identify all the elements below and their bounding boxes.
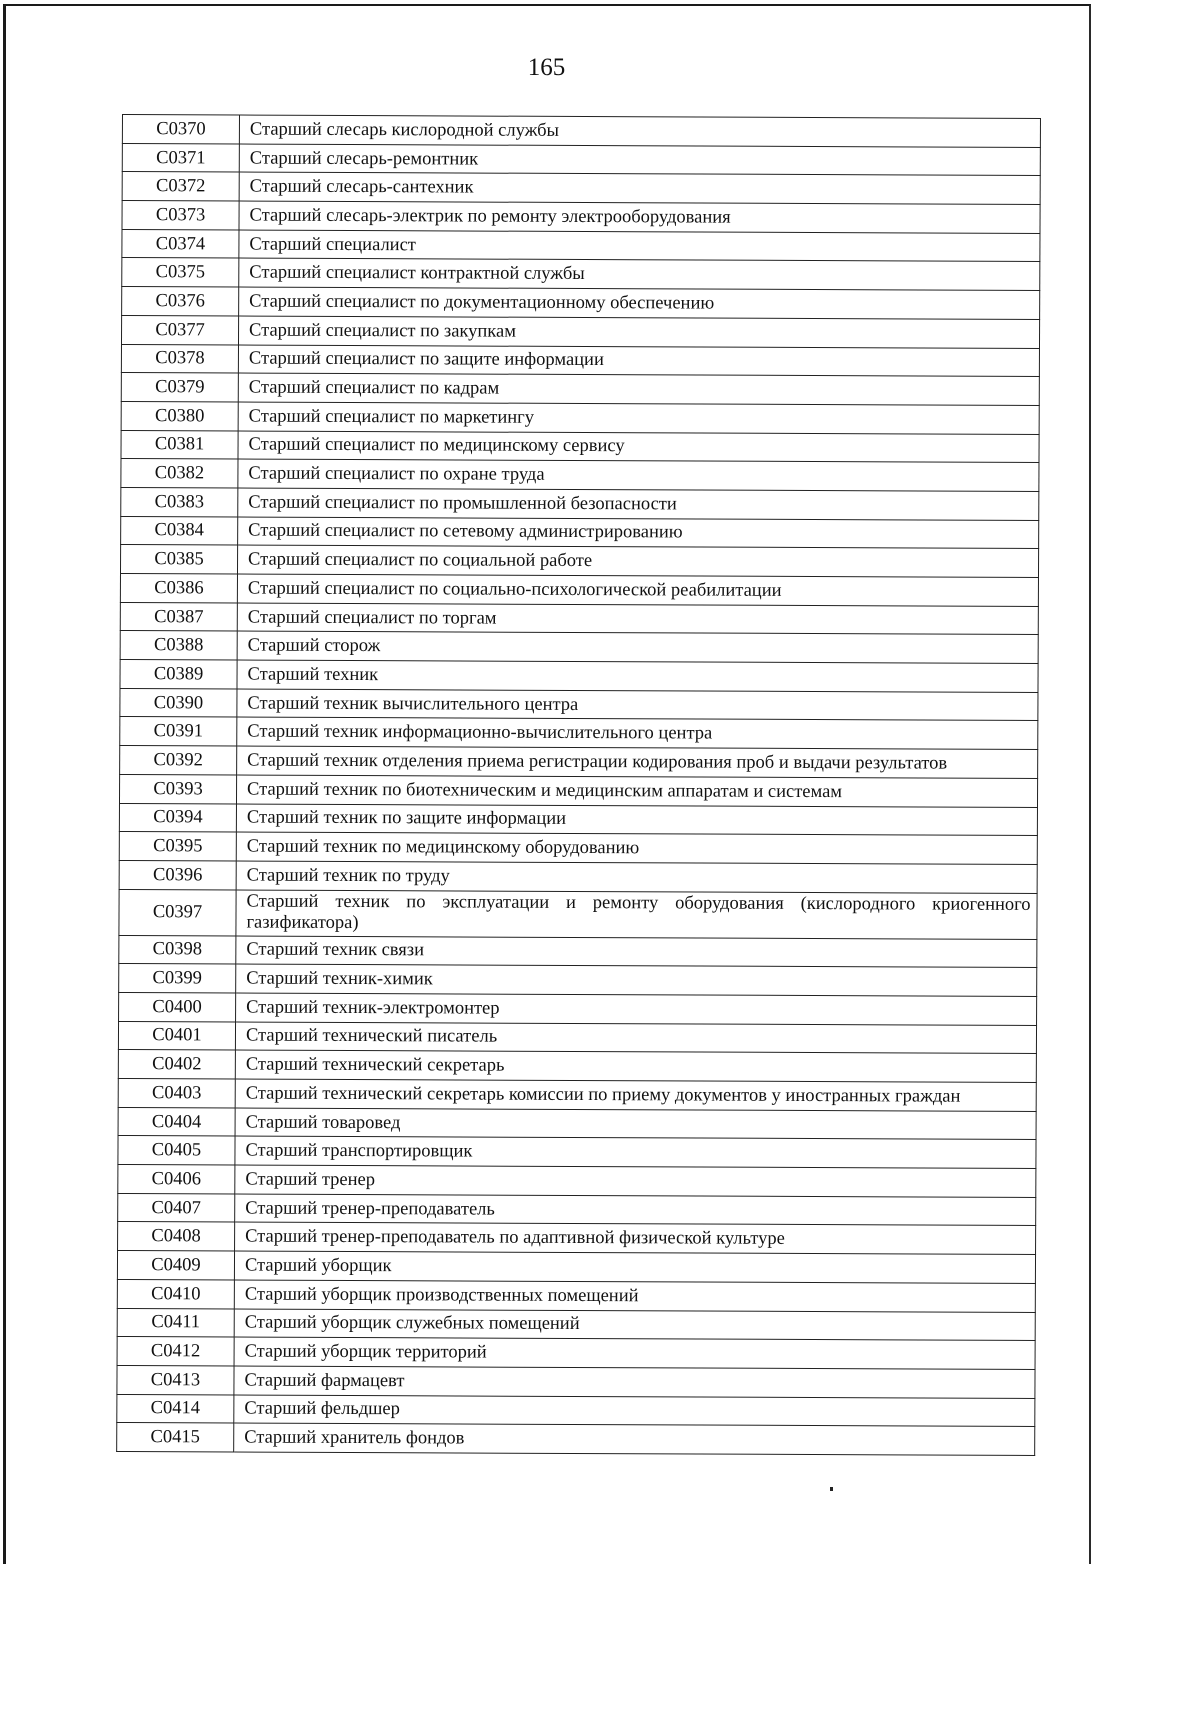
table-row <box>118 1107 1036 1140</box>
table-row <box>122 229 1040 262</box>
occupation-name-cell: Старший техник вычислительного центра <box>237 689 1038 721</box>
table-row <box>120 573 1038 606</box>
table-row <box>121 401 1039 434</box>
table-row <box>119 832 1037 865</box>
code-cell: C0402 <box>118 1050 235 1079</box>
code-cell: C0396 <box>119 860 236 889</box>
table-row <box>121 373 1039 406</box>
code-cell: C0405 <box>118 1136 235 1165</box>
code-cell: C0387 <box>120 602 237 631</box>
table-row <box>120 746 1038 779</box>
code-cell: C0381 <box>121 430 238 459</box>
occupation-name-cell: Старший техник по эксплуатации и ремонту оборудования (кислородного криогенного газификатора) <box>236 890 1037 939</box>
code-cell: C0414 <box>117 1394 234 1423</box>
code-cell: C0413 <box>117 1365 234 1394</box>
code-cell: C0370 <box>122 115 239 144</box>
code-cell: C0376 <box>122 287 239 316</box>
table-row <box>118 1136 1036 1169</box>
code-cell: C0395 <box>119 832 236 861</box>
occupation-name-cell: Старший специалист по кадрам <box>238 373 1039 405</box>
code-cell: C0389 <box>120 660 237 689</box>
occupation-name-cell: Старший уборщик <box>234 1251 1035 1283</box>
code-cell: C0404 <box>118 1107 235 1136</box>
occupation-name-cell: Старший специалист по торгам <box>237 603 1038 635</box>
code-cell: C0391 <box>120 717 237 746</box>
occupation-name-cell: Старший техник-химик <box>236 964 1037 996</box>
occupation-name-cell: Старший технический секретарь <box>235 1050 1036 1082</box>
scan-speck <box>830 1487 833 1491</box>
occupation-name-cell: Старший техник отделения приема регистрации кодирования проб и выдачи результатов <box>237 746 1038 778</box>
table-row <box>118 1050 1036 1083</box>
table-row <box>119 860 1037 893</box>
table-row <box>121 315 1039 348</box>
occupation-name-cell: Старший фельдшер <box>234 1395 1035 1427</box>
code-cell: C0412 <box>117 1337 234 1366</box>
occupation-name-cell: Старший специалист по охране труда <box>238 459 1039 491</box>
code-cell: C0383 <box>121 487 238 516</box>
occupation-name-cell: Старший тренер-преподаватель по адаптивной физической культуре <box>235 1222 1036 1254</box>
code-cell: C0372 <box>122 172 239 201</box>
table-row <box>122 287 1040 320</box>
table-row <box>120 631 1038 664</box>
table-row <box>117 1365 1035 1398</box>
table-row <box>118 1193 1036 1226</box>
occupation-name-cell: Старший техник по биотехническим и медицинским аппаратам и системам <box>236 775 1037 807</box>
table-row <box>120 688 1038 721</box>
occupation-name-cell: Старший товаровед <box>235 1108 1036 1140</box>
occupation-name-cell: Старший специалист по промышленной безопасности <box>238 488 1039 520</box>
occupation-name-cell: Старший тренер <box>235 1165 1036 1197</box>
code-cell: C0409 <box>117 1251 234 1280</box>
occupation-name-cell: Старший технический писатель <box>235 1022 1036 1054</box>
occupation-name-cell: Старший техник по медицинскому оборудованию <box>236 832 1037 864</box>
table-row <box>117 1251 1035 1284</box>
code-cell: C0411 <box>117 1308 234 1337</box>
occupation-name-cell: Старший тренер-преподаватель <box>235 1194 1036 1226</box>
table-row <box>121 344 1039 377</box>
table-row <box>117 1308 1035 1341</box>
code-cell: C0394 <box>119 803 236 832</box>
table-row <box>122 143 1040 176</box>
occupation-name-cell: Старший слесарь-ремонтник <box>239 144 1040 176</box>
occupation-name-cell: Старший техник информационно-вычислительного центра <box>237 717 1038 749</box>
table-row <box>120 545 1038 578</box>
code-cell: C0410 <box>117 1279 234 1308</box>
table-row <box>118 1222 1036 1255</box>
occupation-name-cell: Старший специалист по закупкам <box>238 316 1039 348</box>
occupation-code-table <box>116 114 1041 1456</box>
occupation-name-cell: Старший техник связи <box>236 936 1037 968</box>
code-cell: C0399 <box>119 964 236 993</box>
code-cell: C0406 <box>118 1165 235 1194</box>
table-row <box>117 1337 1035 1370</box>
table-row <box>119 774 1037 807</box>
occupation-name-cell: Старший слесарь-сантехник <box>239 172 1040 204</box>
page-number: 165 <box>527 54 566 81</box>
occupation-name-cell: Старший специалист по социальной работе <box>237 545 1038 577</box>
occupation-name-cell: Старший слесарь-электрик по ремонту электрооборудования <box>239 201 1040 233</box>
code-cell: C0382 <box>121 459 238 488</box>
table-row <box>119 964 1037 997</box>
table-row <box>122 258 1040 291</box>
code-cell: C0388 <box>120 631 237 660</box>
code-cell: C0377 <box>121 315 238 344</box>
table-row <box>121 516 1039 549</box>
occupation-name-cell: Старший хранитель фондов <box>234 1423 1035 1455</box>
code-cell: C0375 <box>122 258 239 287</box>
code-cell: C0374 <box>122 229 239 258</box>
table-row <box>118 1165 1036 1198</box>
occupation-name-cell: Старший специалист по социально-психологической реабилитации <box>237 574 1038 606</box>
code-cell: C0400 <box>119 992 236 1021</box>
occupation-name-cell: Старший транспортировщик <box>235 1136 1036 1168</box>
occupation-name-cell: Старший сторож <box>237 631 1038 663</box>
table-row <box>119 889 1037 939</box>
occupation-name-cell: Старший специалист по защите информации <box>238 345 1039 377</box>
table-row <box>122 172 1040 205</box>
code-cell: C0379 <box>121 373 238 402</box>
code-cell: C0390 <box>120 688 237 717</box>
code-cell: C0408 <box>118 1222 235 1251</box>
table-body <box>117 115 1041 1456</box>
occupation-name-cell: Старший фармацевт <box>234 1366 1035 1398</box>
occupation-name-cell: Старший техник по труду <box>236 861 1037 893</box>
table-row <box>118 1021 1036 1054</box>
occupation-name-cell: Старший техник <box>237 660 1038 692</box>
table-row <box>119 992 1037 1025</box>
occupation-name-cell: Старший технический секретарь комиссии по приему документов у иностранных граждан <box>235 1079 1036 1111</box>
code-cell: C0380 <box>121 401 238 430</box>
table-row <box>117 1279 1035 1312</box>
code-cell: C0386 <box>120 573 237 602</box>
table-row <box>121 487 1039 520</box>
table-row <box>122 201 1040 234</box>
table-row <box>122 115 1040 148</box>
table-row <box>121 459 1039 492</box>
table-row <box>120 602 1038 635</box>
code-cell: C0407 <box>118 1193 235 1222</box>
code-cell: C0378 <box>121 344 238 373</box>
table-row <box>117 1394 1035 1427</box>
code-cell: C0393 <box>119 774 236 803</box>
occupation-name-cell: Старший уборщик служебных помещений <box>234 1309 1035 1341</box>
occupation-name-cell: Старший специалист <box>239 230 1040 262</box>
code-cell: C0385 <box>120 545 237 574</box>
occupation-name-cell: Старший слесарь кислородной службы <box>239 115 1040 147</box>
occupation-name-cell: Старший специалист по документационному обеспечению <box>239 287 1040 319</box>
table-row <box>120 660 1038 693</box>
table-row <box>120 717 1038 750</box>
occupation-name-cell: Старший специалист по сетевому администрированию <box>238 517 1039 549</box>
table-row <box>119 935 1037 968</box>
table-row <box>117 1423 1035 1456</box>
code-cell: C0398 <box>119 935 236 964</box>
code-cell: C0415 <box>117 1423 234 1452</box>
occupation-name-cell: Старший уборщик производственных помещений <box>234 1280 1035 1312</box>
occupation-name-cell: Старший техник-электромонтер <box>236 993 1037 1025</box>
code-cell: C0397 <box>119 889 236 936</box>
code-cell: C0373 <box>122 201 239 230</box>
code-cell: C0371 <box>122 143 239 172</box>
table-row <box>118 1078 1036 1111</box>
table-row <box>119 803 1037 836</box>
occupation-name-cell: Старший уборщик территорий <box>234 1337 1035 1369</box>
code-cell: C0403 <box>118 1078 235 1107</box>
code-cell: C0401 <box>118 1021 235 1050</box>
occupation-name-cell: Старший специалист по медицинскому сервису <box>238 431 1039 463</box>
table-row <box>121 430 1039 463</box>
occupation-name-cell: Старший техник по защите информации <box>236 804 1037 836</box>
occupation-name-cell: Старший специалист по маркетингу <box>238 402 1039 434</box>
code-cell: C0392 <box>120 746 237 775</box>
occupation-name-cell: Старший специалист контрактной службы <box>239 258 1040 290</box>
code-cell: C0384 <box>121 516 238 545</box>
